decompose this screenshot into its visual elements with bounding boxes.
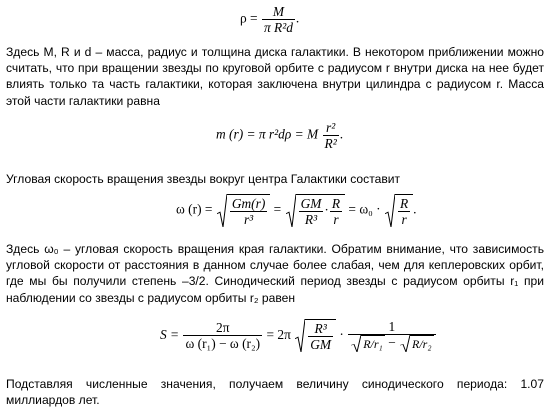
eq3-lhs: ω (r) = (176, 201, 213, 217)
radical-icon (295, 319, 305, 352)
paragraph-1 (6, 44, 544, 109)
eq3-num-1: Gm(r) (231, 196, 266, 211)
eq2-lhs: m (r) = π r²dρ = M (216, 126, 319, 142)
radical-icon (385, 194, 395, 227)
eq4-root-difference (348, 335, 435, 352)
eq3-num-3: R (331, 196, 341, 211)
eq4-denominator: ω (r₁) − ω (r₂) (185, 336, 261, 352)
eq4-lhs: S = (160, 326, 180, 342)
eq4-sqrt-r1 (351, 335, 385, 352)
eq1-tail: . (295, 10, 300, 26)
equation-angular-speed (176, 194, 417, 227)
eq3-equals: = (273, 201, 282, 217)
eq3-den-4: r (401, 212, 407, 227)
eq4-sqrt-r2 (400, 335, 434, 352)
eq3-tail: . (413, 201, 417, 217)
paragraph-3-text: Здесь ω₀ – угловая скорость вращения края галактики. Обратим внимание, что зависимость угловой скорости от расстояния в данном случае более слабая, чем для кеплеровских орбит, где мы бы получили степень –3/2. Синодический период звезды с радиусом орбиты r₁ при наблюдении со звезды с радиусом орбиты r₂ равен (6, 242, 544, 305)
eq4-numerator: 2π (183, 320, 262, 336)
eq4-sqrt-den: GM (310, 337, 332, 353)
eq4-r-over-r2: R/r₂ (412, 337, 432, 352)
eq4-minus: − (388, 335, 396, 350)
equation-synodic-period (160, 319, 437, 352)
paragraph-2-text: Угловая скорость вращения звезды вокруг центра Галактики составит (6, 172, 401, 186)
eq3-num-2: GM (300, 196, 322, 211)
eq3-sqrt-1 (217, 194, 270, 227)
radical-icon (400, 335, 410, 352)
radical-icon (217, 194, 227, 227)
eq3-num-4: R (399, 196, 409, 211)
paragraph-1-text: Здесь M, R и d – масса, радиус и толщина диска галактики. В некотором приближении можно считать, что при вращении звезды по круговой орбите с радиусом r внутри диска на нее будет влиять только та часть галактики, которая заключена внутри цилиндра с радиусом r. Масса этой части галактики равна (6, 45, 544, 108)
eq1-fraction (262, 4, 295, 35)
eq4-one: 1 (348, 319, 435, 335)
eq3-den-3: r (333, 212, 339, 227)
eq1-numerator: M (262, 4, 295, 20)
eq3-omega0: = ω₀ · (348, 201, 381, 217)
paragraph-4 (6, 376, 544, 408)
eq1-lhs: ρ = (240, 10, 258, 26)
eq1-denominator: π R²d (263, 20, 293, 35)
radical-icon (286, 194, 296, 227)
eq2-numerator: r² (323, 120, 339, 136)
eq2-tail: . (339, 126, 344, 142)
eq4-sqrt (295, 319, 336, 352)
eq4-fraction-inverse (348, 319, 435, 352)
radical-icon (351, 335, 361, 352)
eq2-denominator: R² (324, 136, 337, 151)
eq4-fraction-main (183, 320, 262, 351)
eq3-sqrt-2 (286, 194, 345, 227)
equation-mass (216, 120, 343, 151)
eq3-den-2: R³ (304, 212, 318, 227)
equation-density (240, 4, 299, 35)
eq4-equals: = 2π (266, 326, 291, 342)
eq4-r-over-r1: R/r₁ (363, 337, 383, 352)
eq3-den-1: r³ (243, 212, 254, 227)
eq3-dot: · (324, 202, 329, 218)
paragraph-4-text: Подставляя численные значения, получаем величину синодического периода: 1.07 миллиардов лет. (6, 377, 544, 408)
eq2-fraction (323, 120, 339, 151)
paragraph-3 (6, 241, 544, 306)
eq4-sqrt-num: R³ (308, 321, 333, 337)
eq4-dot: · (339, 326, 344, 342)
eq3-sqrt-3 (385, 194, 413, 227)
paragraph-2 (6, 171, 544, 187)
